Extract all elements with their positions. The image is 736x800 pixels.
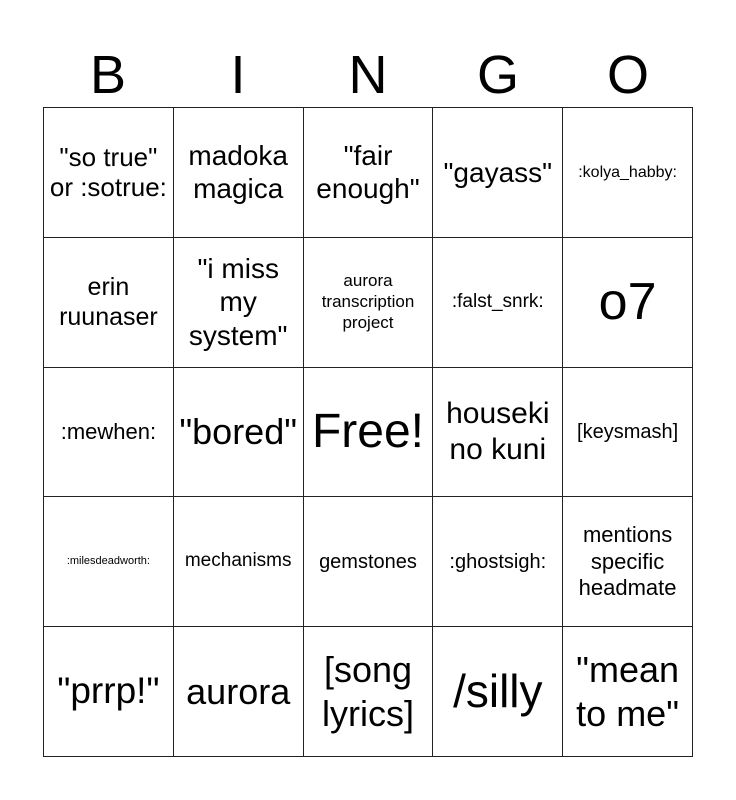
cell-text: "prrp!" (57, 670, 160, 712)
bingo-cell[interactable] (433, 627, 563, 757)
bingo-cell[interactable] (44, 368, 174, 498)
bingo-board (43, 107, 693, 757)
cell-text: "fair enough" (316, 139, 420, 205)
bingo-cell[interactable] (304, 497, 434, 627)
header-letter-o: O (606, 45, 649, 105)
cell-text: aurora transcription project (321, 271, 415, 332)
cell-text: :milesdeadworth: (66, 555, 150, 568)
header-letter-g: G (476, 45, 519, 105)
cell-text: "i miss my system" (188, 252, 288, 351)
bingo-cell[interactable] (44, 627, 174, 757)
cell-text: houseki no kuni (446, 396, 550, 466)
cell-text: :mewhen: (60, 418, 157, 444)
bingo-cell[interactable] (433, 368, 563, 498)
cell-text: gemstones (319, 550, 417, 573)
bingo-cell[interactable] (44, 497, 174, 627)
bingo-cell[interactable] (174, 238, 304, 368)
cell-text: madoka magica (188, 139, 288, 205)
bingo-cell[interactable] (174, 627, 304, 757)
bingo-cell[interactable] (304, 627, 434, 757)
cell-text: "mean to me" (576, 649, 680, 734)
cell-text: "so true" or :sotrue: (49, 141, 167, 203)
cell-text: aurora (186, 671, 291, 712)
bingo-cell[interactable] (304, 108, 434, 238)
cell-text: [keysmash] (577, 420, 679, 443)
cell-text: o7 (598, 273, 657, 331)
cell-text: [song lyrics] (321, 649, 414, 734)
cell-text: Free! (311, 405, 424, 459)
cell-text: "bored" (179, 411, 298, 453)
header-letter-n: N (348, 45, 388, 105)
cell-text: :ghostsigh: (449, 550, 547, 573)
bingo-header (43, 44, 693, 106)
cell-text: :kolya_habby: (578, 163, 677, 181)
bingo-cell free-space[interactable] (304, 368, 434, 498)
cell-text: /silly (453, 665, 543, 718)
bingo-cell[interactable] (563, 368, 693, 498)
bingo-cell[interactable] (304, 238, 434, 368)
bingo-cell[interactable] (563, 108, 693, 238)
bingo-cell[interactable] (174, 368, 304, 498)
header-letter-b: B (89, 45, 127, 105)
header-letter-i: I (230, 45, 246, 105)
cell-text: "gayass" (443, 156, 553, 188)
bingo-cell[interactable] (563, 497, 693, 627)
bingo-cell[interactable] (44, 108, 174, 238)
cell-text: erin ruunaser (59, 273, 158, 332)
bingo-cell[interactable] (433, 238, 563, 368)
cell-text: mechanisms (184, 550, 292, 572)
cell-text: :falst_snrk: (451, 290, 544, 312)
cell-text: mentions specific headmate (578, 522, 677, 600)
bingo-cell[interactable] (174, 108, 304, 238)
bingo-cell[interactable] (44, 238, 174, 368)
bingo-cell[interactable] (433, 108, 563, 238)
bingo-cell[interactable] (433, 497, 563, 627)
bingo-cell[interactable] (563, 238, 693, 368)
bingo-cell[interactable] (563, 627, 693, 757)
bingo-cell[interactable] (174, 497, 304, 627)
